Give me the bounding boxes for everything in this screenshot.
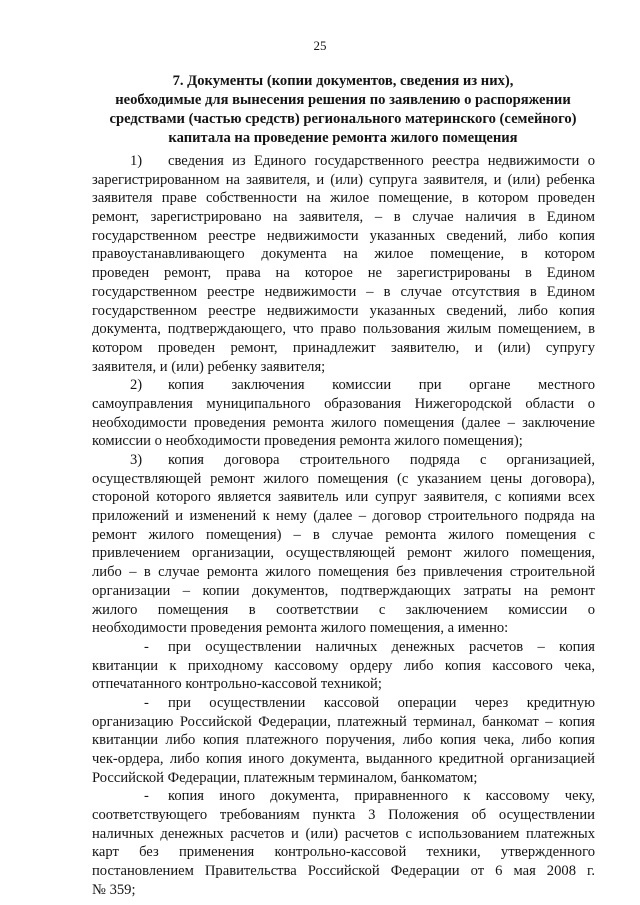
- line-text: заявителя, и (или) ребенку заявителя;: [92, 358, 326, 375]
- text-line: [92, 544, 595, 563]
- text-line: [92, 563, 595, 582]
- line-text: квитанции к приходному кассовому ордеру либо копия кассового чека,: [92, 657, 595, 674]
- section-heading: [92, 72, 594, 148]
- text-line: [92, 339, 595, 358]
- line-text: отпечатанного контрольно-кассовой техникой;: [92, 676, 382, 693]
- list-number: 3): [130, 452, 143, 468]
- line-text: необходимости проведения ремонта жилого помещения, а именно:: [92, 620, 509, 637]
- text-line: [92, 769, 595, 788]
- numbered-list-item: [92, 451, 595, 638]
- line-text: правоустанавливающего документа на жилое помещение, в котором: [92, 246, 595, 263]
- line-text: жилого помещения в соответствии с заключением комиссии о: [92, 601, 595, 618]
- heading-line: необходимые для вынесения решения по заявлению о распоряжении: [115, 92, 571, 108]
- heading-line: 7. Документы (копии документов, сведения из них),: [172, 73, 514, 89]
- line-text: Российской Федерации, платежным терминалом, банкоматом;: [92, 769, 478, 786]
- line-text: самоуправления муниципального образования Нижегородской области о: [92, 395, 595, 412]
- line-text: приложений и изменений к нему (далее – договор строительного подряда на: [92, 508, 595, 525]
- list-number: 2): [130, 377, 143, 394]
- line-text: ремонт жилого помещения) – в случае ремонта жилого помещения с: [92, 526, 595, 543]
- line-text: либо – в случае ремонта жилого помещения без привлечения строительной: [92, 564, 595, 581]
- dash-list-item: [92, 638, 595, 694]
- line-text: № 359;: [92, 881, 136, 898]
- text-line: [92, 414, 595, 433]
- line-text: чек-ордера, либо копия иного документа, выданного кредитной организацией: [92, 751, 595, 767]
- line-text: государственном реестре недвижимости указанных сведений, либо копия: [92, 227, 595, 244]
- line-text: привлечением организации, осуществляющей ремонт жилого помещения,: [92, 545, 595, 562]
- line-text: соответствующего требованиям пункта 3 Положения об осуществлении: [92, 807, 595, 824]
- line-text: документа, подтверждающего, что право пользования жилым помещением, в: [92, 321, 595, 338]
- text-line: [92, 171, 595, 190]
- line-text: государственном реестре недвижимости – в случае отсутствия в Едином: [92, 283, 595, 300]
- line-text: осуществляющей ремонт жилого помещения (с указанием цены договора),: [92, 470, 595, 487]
- numbered-list-item: [92, 376, 595, 451]
- text-line: [92, 432, 595, 451]
- line-text: организации – копии документов, подтверждающих затраты на ремонт: [92, 582, 595, 599]
- text-line: [92, 657, 595, 676]
- text-line: [92, 189, 595, 208]
- text-line: [92, 526, 595, 545]
- text-line: [92, 619, 595, 638]
- line-text: проведен ремонт, права на которое не зарегистрированы в Едином: [92, 265, 595, 282]
- line-text: наличных денежных расчетов и (или) расчетов с использованием платежных: [92, 825, 595, 842]
- text-line: [92, 488, 595, 507]
- text-line: [92, 601, 595, 620]
- text-line: [92, 451, 595, 470]
- line-text: копия договора строительного подряда с организацией,: [168, 452, 595, 468]
- list-dash: -: [144, 788, 149, 805]
- line-text: зарегистрированном на заявителя, и (или) супруга заявителя, и (или) ребенка: [92, 171, 595, 188]
- text-line: [92, 843, 595, 862]
- text-line: [92, 806, 595, 825]
- line-text: необходимости проведения ремонта жилого помещения (далее – заключение: [92, 414, 595, 431]
- line-text: комиссии о необходимости проведения ремонта жилого помещения);: [92, 433, 523, 450]
- text-line: [92, 638, 595, 657]
- text-line: [92, 376, 595, 395]
- text-line: [92, 713, 595, 732]
- text-line: [92, 825, 595, 844]
- dash-list-item: [92, 787, 595, 899]
- heading-line: капитала на проведение ремонта жилого помещения: [168, 130, 518, 146]
- line-text: организацию Российской Федерации, платежный терминал, банкомат – копия: [92, 713, 595, 730]
- line-text: государственном реестре недвижимости указанных сведений, либо копия: [92, 302, 595, 319]
- text-line: [92, 227, 595, 246]
- line-text: ремонт, зарегистрировано на заявителя, – в случае наличия в Едином: [92, 209, 595, 226]
- text-line: [92, 881, 595, 900]
- text-line: [92, 152, 595, 171]
- line-text: постановлением Правительства Российской Федерации от 6 мая 2008 г.: [92, 863, 595, 880]
- text-line: [92, 731, 595, 750]
- list-number: 1): [130, 153, 143, 169]
- line-text: заявителя праве собственности на жилое помещение, в котором проведен: [92, 190, 595, 207]
- text-line: [92, 694, 595, 713]
- text-line: [92, 582, 595, 601]
- line-text: сведения из Единого государственного реестра недвижимости о: [168, 153, 595, 169]
- text-line: [92, 245, 595, 264]
- text-line: [92, 264, 595, 283]
- text-line: [92, 358, 595, 377]
- text-line: [92, 507, 595, 526]
- text-line: [92, 302, 595, 321]
- page-number: 25: [313, 38, 327, 53]
- line-text: копия заключения комиссии при органе местного: [168, 377, 595, 394]
- text-line: [92, 862, 595, 881]
- document-body: [92, 152, 595, 900]
- list-dash: -: [144, 638, 149, 655]
- text-line: [92, 283, 595, 302]
- list-dash: -: [144, 694, 149, 711]
- line-text: карт без применения контрольно-кассовой техники, утвержденного: [92, 844, 595, 861]
- numbered-list-item: [92, 152, 595, 376]
- line-text: квитанции либо копия платежного поручения, либо копия чека, либо копия: [92, 732, 595, 749]
- text-line: [92, 320, 595, 339]
- text-line: [92, 208, 595, 227]
- line-text: при осуществлении кассовой операции через кредитную: [168, 694, 595, 711]
- text-line: [92, 395, 595, 414]
- text-line: [92, 750, 595, 769]
- text-line: [92, 470, 595, 489]
- line-text: копия иного документа, приравненного к кассовому чеку,: [168, 788, 595, 805]
- line-text: стороной которого является заявитель или супруг заявителя, с копиями всех: [92, 489, 595, 506]
- line-text: при осуществлении наличных денежных расчетов – копия: [168, 638, 595, 655]
- dash-list-item: [92, 694, 595, 787]
- line-text: котором проведен ремонт, принадлежит заявителю, и (или) супругу: [92, 339, 595, 356]
- text-line: [92, 787, 595, 806]
- heading-line: средствами (частью средств) регионального материнского (семейного): [109, 111, 577, 127]
- text-line: [92, 675, 595, 694]
